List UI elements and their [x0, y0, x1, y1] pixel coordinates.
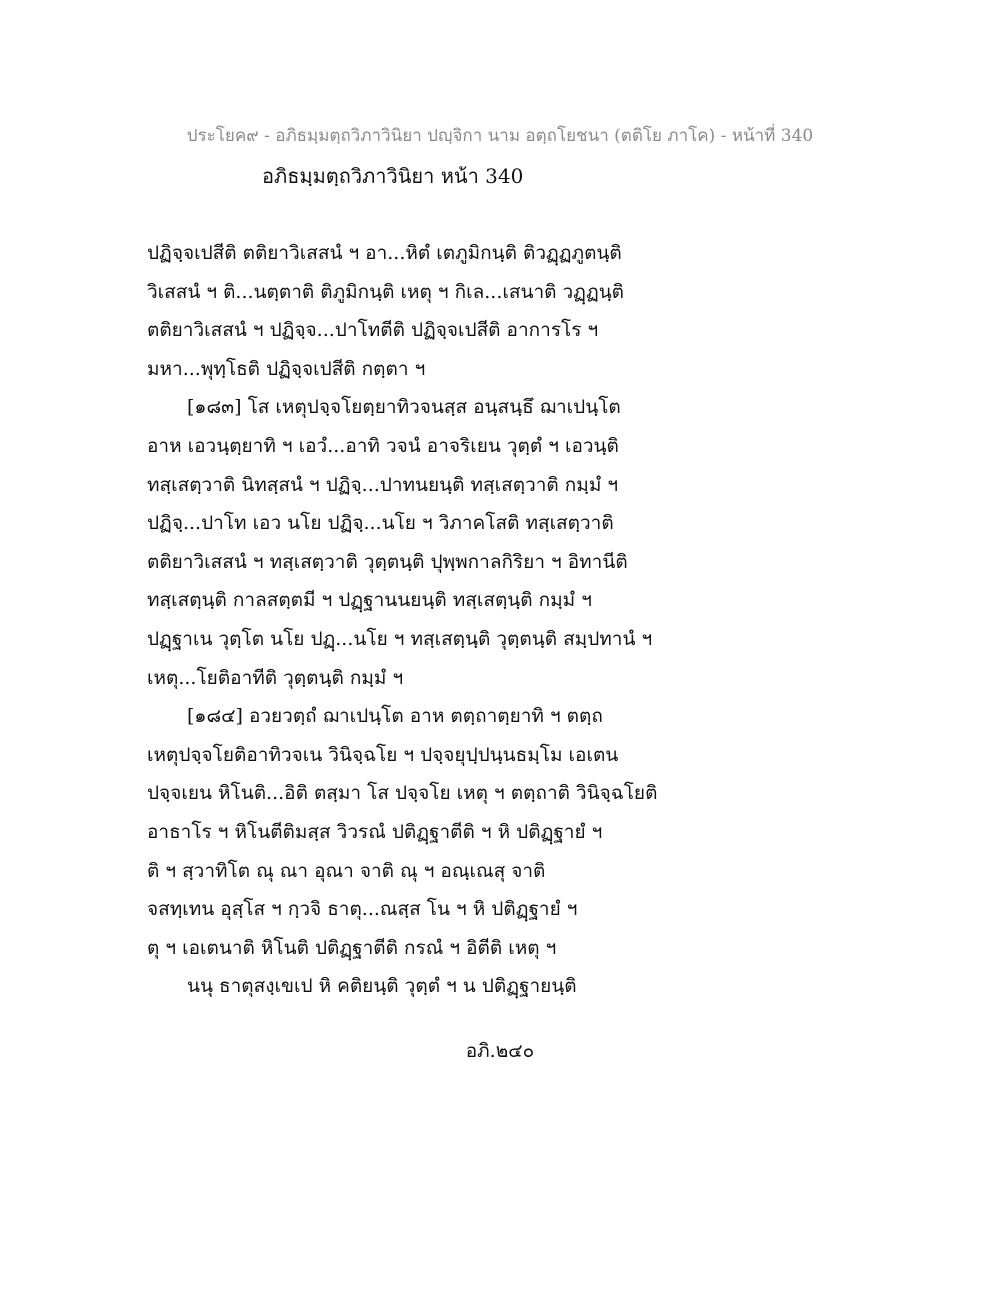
- text-line: วิเสสนํ ฯ ติ...นตฺตาติ ติภูมิกนฺติ เหตุ ฯ กิเล...เสนาติ วฏฺฏนฺติ: [147, 280, 625, 303]
- text-line: ปจฺจเยน หิโนติ...อิติ ตสฺมา โส ปจฺจโย เหตุ ฯ ตตฺถาติ วินิจฺฉโยติ: [147, 782, 658, 805]
- text-line: ปฏิจฺจเปสีติ ตติยาวิเสสนํ ฯ อา...หิตํ เตภูมิกนฺติ ติวฏฺฏภูตนฺติ: [147, 242, 622, 264]
- text-line: ตติยาวิเสสนํ ฯ ทสฺเสตฺวาติ วุตฺตนฺติ ปุพฺพกาลกิริยา ฯ อิทานีติ: [147, 550, 628, 573]
- text-line: อาห เอวนฺตฺยาทิ ฯ เอวํ...อาทิ วจนํ อาจริเยน วุตฺตํ ฯ เอวนฺติ: [147, 434, 619, 457]
- text-line: ทสฺเสตฺวาติ นิทสฺสนํ ฯ ปฏิจฺ...ปาทนยนฺติ ทสฺเสตฺวาติ กมฺมํ ฯ: [147, 473, 619, 496]
- text-line: มหา...พุทฺโธติ ปฏิจฺจเปสีติ กตฺตา ฯ: [147, 357, 426, 380]
- text-line: ทสฺเสตฺนฺติ กาลสตฺตมี ฯ ปฏฺฐานนยนฺติ ทสฺเสตฺนฺติ กมฺมํ ฯ: [147, 589, 592, 612]
- page-marker: อภิ.๒๔๐: [465, 1040, 535, 1062]
- text-line: ติ ฯ สฺวาทิโต ณุ ณา อุณา จาติ ณุ ฯ อณฺเณสุ จาติ: [147, 859, 546, 882]
- text-line: เหตุ...โยติอาทีติ วุตฺตนฺติ กมฺมํ ฯ: [147, 666, 404, 689]
- text-line: ปฏฺฐาเน วุตฺโต นโย ปฏฺ...นโย ฯ ทสฺเสตฺนฺติ วุตฺตนฺติ สมฺปทานํ ฯ: [147, 627, 653, 650]
- text-line: อาธาโร ฯ หิโนตีติมสฺส วิวรณํ ปติฏฺฐาตีติ ฯ หิ ปติฏฺฐายํ ฯ: [147, 820, 603, 843]
- running-header: ประโยค๙ - อภิธมฺมตฺถวิภาวินิยา ปญฺจิกา นาม อตฺถโยชนา (ตติโย ภาโค) - หน้าที่ 340: [186, 126, 814, 146]
- text-line: ปฏิจฺ...ปาโท เอว นโย ปฏิจฺ...นโย ฯ วิภาคโสติ ทสฺเสตฺวาติ: [147, 512, 614, 535]
- text-line: จสทฺเทน อุสฺโส ฯ กฺวจิ ธาตุ...ณสฺส โน ฯ หิ ปติฏฺฐายํ ฯ: [147, 898, 578, 921]
- text-line: ตุ ฯ เอเตนาติ หิโนติ ปติฏฺฐาตีติ กรณํ ฯ อิตีติ เหตุ ฯ: [147, 936, 557, 959]
- paragraph-start-nanu: นนุ ธาตุสงฺเขเป หิ คติยนฺติ วุตฺตํ ฯ น ปติฏฺฐายนฺติ: [187, 975, 577, 998]
- text-line: ตติยาวิเสสนํ ฯ ปฏิจฺจ...ปาโทตีติ ปฏิจฺจเปสีติ อาการโร ฯ: [147, 319, 599, 342]
- paragraph-start-183: [๑๘๓] โส เหตุปจฺจโยตฺยาทิวจนสฺส อนฺสนฺธึ ฌาเปนฺโต: [187, 396, 621, 419]
- text-line: เหตุปจฺจโยติอาทิวจเน วินิจฺฉโย ฯ ปจฺจยุปฺปนฺนธมฺโม เอเตน: [147, 743, 619, 766]
- body-text: [147, 234, 707, 1006]
- page-heading: อภิธมฺมตฺถวิภาวินิยา หน้า 340: [262, 164, 524, 188]
- paragraph-start-184: [๑๘๔] อวยวตฺถํ ฌาเปนฺโต อาห ตตฺถาตฺยาทิ ฯ ตตฺถ: [187, 705, 603, 728]
